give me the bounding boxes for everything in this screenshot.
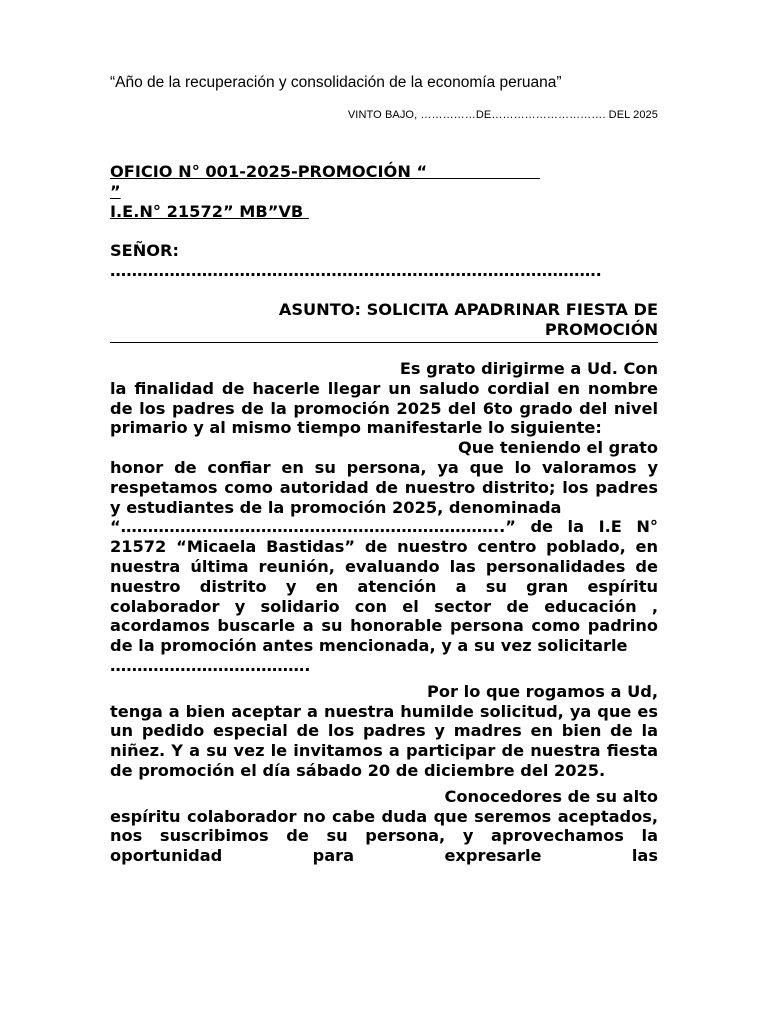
paragraph-lead: Conocedores de su alto [444,786,658,806]
paragraph-greeting [110,359,658,438]
paragraph-text: honor de confiar en su persona, ya que lo valoramos y respetamos como autoridad de nuestro distrito; los padres y estudiantes de la promoción 2025, denominada [110,457,658,517]
addressee-block [110,241,658,281]
oficio-quote-close: ” [110,181,121,201]
paragraph-lead: Es grato dirigirme a Ud. Con [399,359,658,378]
paragraph-lead: Por lo que rogamos a Ud, [427,681,658,701]
paragraph-lead: Que teniendo el grato [457,438,658,458]
oficio-institution: I.E.N° 21572” MB”VB [110,201,309,221]
subject-text-continued: PROMOCIÓN [544,319,658,339]
paragraph-invitation [110,682,658,781]
addressee-label: SEÑOR: [110,241,179,260]
paragraph-text: la finalidad de hacerle llegar un saludo cordial en nombre de los padres de la promoción 2025 del 6to grado del nivel primario y al mismo tiempo manifestarle lo siguiente: [110,378,658,438]
letter-body [110,359,658,866]
subject-text: ASUNTO: SOLICITA APADRINAR FIESTA DE [278,300,658,319]
subject-line [110,300,658,343]
paragraph-text: tenga a bien aceptar a nuestra humilde solicitud, ya que es un pedido especial de los padres y madres en bien de la niñez. Y a su vez le invitamos a participar de nuestra fiesta de promoción el día sábado 20 de diciembre del 2025. [110,701,658,780]
addressee-name-blank: ………………………………………………………………………………. [110,260,602,280]
paragraph-request [110,438,658,676]
place-date-line: VINTO BAJO, ……………DE…………………………. DEL 2025 [347,109,658,121]
year-motto: “Año de la recuperación y consolidación de la economía peruana” [110,74,562,91]
paragraph-text: espíritu colaborador no cabe duda que seremos aceptados, nos suscribimos de su persona, y aprovechamos la oportunidad para expresarle las [110,806,658,866]
oficio-number: OFICIO N° 001-2025-PROMOCIÓN “ [110,162,540,181]
oficio-heading [110,162,658,221]
paragraph-text-continued: “……………………………………………………………..” de la I.E N° 21572 “Micaela Bastidas” de nuestro centro poblado, en nuestra última reunión, evaluando las personalidades de nuestro distrito y en atención a su gran espíritu colaborador y solidario con el sector de educación , acordamos buscarle a su honorable persona como padrino de la promoción antes mencionada, y a su vez solicitarle [110,517,658,656]
paragraph-blank-dots: ………………………………. [110,655,311,675]
paragraph-closing [110,787,658,866]
